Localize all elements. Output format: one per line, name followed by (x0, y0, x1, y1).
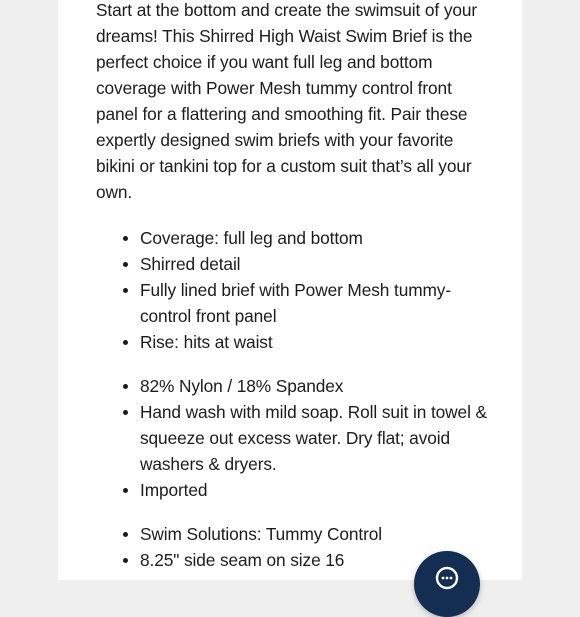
product-description: Start at the bottom and create the swimsuit of your dreams! This Shirred High Waist Swim Brief is the perfect choice if you want full leg and bottom coverage with Power Mesh tummy control front panel for a flattering and smoothing fit. Pair these expertly designed swim briefs with your favorite bikini or tankini top for a custom suit that’s all your own. (96, 0, 478, 202)
feature-list (96, 225, 496, 355)
chat-bubble-icon (434, 565, 460, 591)
chat-button[interactable] (414, 551, 480, 617)
list-item: • Imported (140, 477, 496, 503)
list-item: • 8.25" side seam on size 16 (140, 547, 496, 573)
list-item: • 82% Nylon / 18% Spandex (140, 373, 496, 399)
list-item: • Coverage: full leg and bottom (140, 225, 496, 251)
materials-care-list (96, 373, 496, 503)
list-item: • Fully lined brief with Power Mesh tummy-control front panel (140, 277, 496, 329)
list-item: • Shirred detail (140, 251, 496, 277)
list-item: • Swim Solutions: Tummy Control (140, 521, 496, 547)
list-item: • Hand wash with mild soap. Roll suit in towel & squeeze out excess water. Dry flat; avoid washers & dryers. (140, 399, 496, 477)
list-item: • Rise: hits at waist (140, 329, 496, 355)
